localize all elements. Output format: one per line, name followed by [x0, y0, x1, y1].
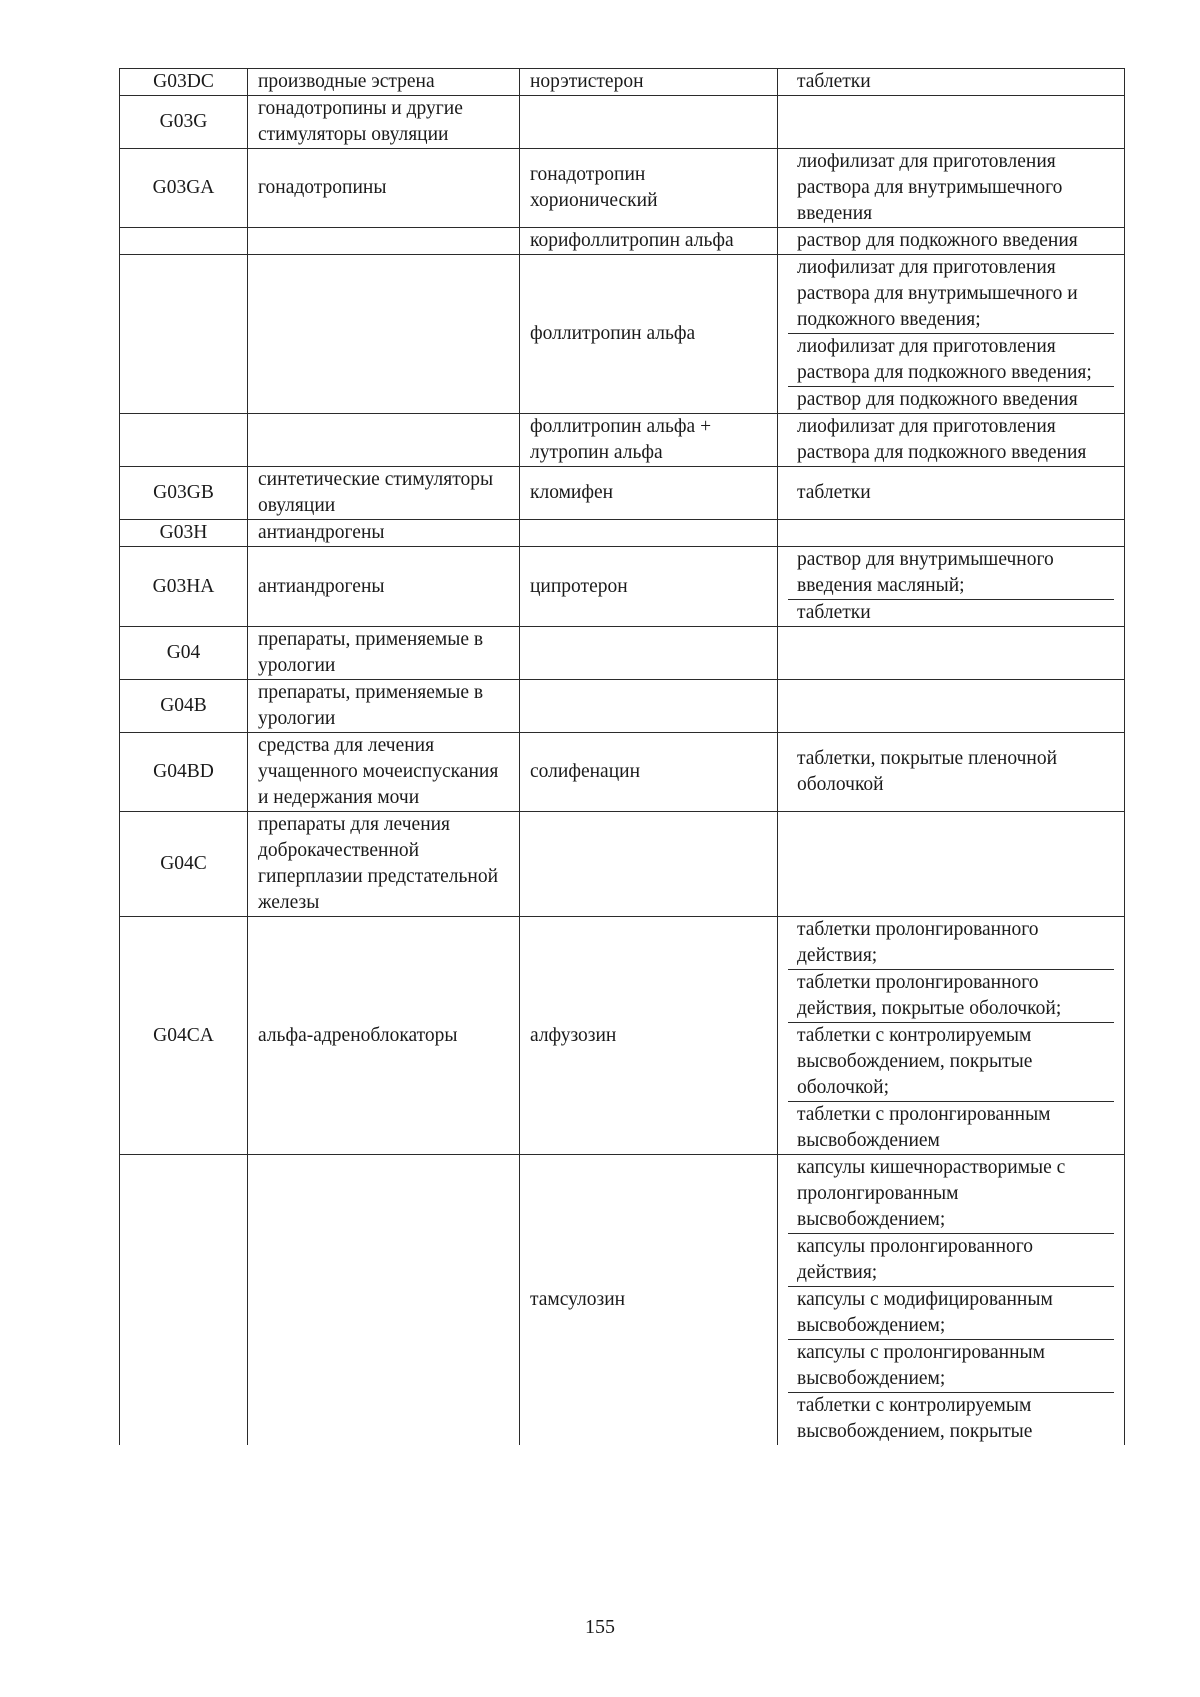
drug-name-cell [520, 520, 778, 547]
drug-name-cell: фоллитропин альфа [520, 255, 778, 414]
dosage-forms-cell [778, 733, 1125, 812]
anatomical-therapeutic-group-cell: препараты, применяемые в урологии [248, 627, 520, 680]
dosage-forms-cell [778, 255, 1125, 414]
dosage-forms-list [788, 255, 1114, 413]
dosage-form-entry: капсулы с модифицированным высвобождением; [788, 1286, 1114, 1339]
dosage-forms-list [788, 149, 1114, 227]
drug-name-cell: солифенацин [520, 733, 778, 812]
anatomical-therapeutic-group-cell: альфа-адреноблокаторы [248, 917, 520, 1155]
atc-code-cell: G03GA [120, 149, 248, 228]
atc-code-cell [120, 1155, 248, 1446]
dosage-forms-cell [778, 627, 1125, 680]
dosage-form-entry: лиофилизат для приготовления раствора для подкожного введения [797, 416, 1087, 463]
dosage-forms-list [788, 1155, 1114, 1445]
anatomical-therapeutic-group-cell: средства для лечения учащенного мочеиспускания и недержания мочи [248, 733, 520, 812]
anatomical-therapeutic-group-cell: препараты, применяемые в урологии [248, 680, 520, 733]
drug-name-cell: алфузозин [520, 917, 778, 1155]
dosage-form-entry: раствор для внутримышечного введения масляный; [797, 549, 1054, 596]
anatomical-therapeutic-group-cell: синтетические стимуляторы овуляции [248, 467, 520, 520]
drug-name-cell: ципротерон [520, 547, 778, 627]
table-row [120, 255, 1125, 414]
drug-name-cell: гонадотропин хорионический [520, 149, 778, 228]
dosage-form-entry: таблетки пролонгированного действия, покрытые оболочкой; [788, 969, 1114, 1022]
dosage-form-entry: таблетки с контролируемым высвобождением, покрытые [788, 1392, 1114, 1445]
dosage-form-entry: капсулы с пролонгированным высвобождением; [788, 1339, 1114, 1392]
page-number: 155 [585, 1616, 615, 1638]
table-row [120, 1155, 1125, 1446]
dosage-form-entry: лиофилизат для приготовления раствора для внутримышечного и подкожного введения; [797, 257, 1078, 330]
dosage-forms-cell [778, 96, 1125, 149]
table-row [120, 733, 1125, 812]
drug-name-cell: кломифен [520, 467, 778, 520]
drug-name-cell: тамсулозин [520, 1155, 778, 1446]
dosage-forms-list [788, 228, 1114, 254]
dosage-forms-list [788, 69, 1114, 95]
table-row [120, 467, 1125, 520]
anatomical-therapeutic-group-cell [248, 1155, 520, 1446]
dosage-form-entry: таблетки [797, 482, 871, 503]
dosage-forms-cell [778, 547, 1125, 627]
dosage-form-entry: раствор для подкожного введения [797, 230, 1078, 251]
dosage-form-entry: капсулы кишечнорастворимые с пролонгированным высвобождением; [797, 1157, 1066, 1230]
dosage-form-entry: таблетки пролонгированного действия; [797, 919, 1039, 966]
dosage-form-entry: таблетки [797, 71, 871, 92]
atc-code-cell: G03H [120, 520, 248, 547]
dosage-forms-cell [778, 680, 1125, 733]
anatomical-therapeutic-group-cell [248, 255, 520, 414]
dosage-forms-list [788, 917, 1114, 1154]
dosage-forms-list [788, 547, 1114, 626]
atc-code-cell: G04B [120, 680, 248, 733]
dosage-forms-cell [778, 149, 1125, 228]
dosage-forms-cell [778, 520, 1125, 547]
table-row [120, 414, 1125, 467]
drug-name-cell: корифоллитропин альфа [520, 228, 778, 255]
dosage-forms-cell [778, 228, 1125, 255]
table-row [120, 69, 1125, 96]
table-row [120, 917, 1125, 1155]
anatomical-therapeutic-group-cell: препараты для лечения доброкачественной гиперплазии предстательной железы [248, 812, 520, 917]
atc-code-cell [120, 228, 248, 255]
dosage-forms-list [788, 414, 1114, 466]
table-body [120, 69, 1125, 1446]
drug-name-cell [520, 627, 778, 680]
dosage-forms-cell [778, 467, 1125, 520]
atc-code-cell: G03DC [120, 69, 248, 96]
dosage-forms-cell [778, 917, 1125, 1155]
dosage-form-entry: раствор для подкожного введения [788, 386, 1114, 413]
atc-code-cell: G04BD [120, 733, 248, 812]
table-row [120, 680, 1125, 733]
dosage-forms-list [788, 480, 1114, 506]
dosage-forms-cell [778, 812, 1125, 917]
atc-code-cell: G03G [120, 96, 248, 149]
atc-code-cell: G03GB [120, 467, 248, 520]
table-row [120, 812, 1125, 917]
dosage-forms-list [788, 746, 1114, 798]
anatomical-therapeutic-group-cell: антиандрогены [248, 520, 520, 547]
anatomical-therapeutic-group-cell: производные эстрена [248, 69, 520, 96]
drug-name-cell [520, 812, 778, 917]
atc-code-cell: G04 [120, 627, 248, 680]
atc-code-cell: G04CA [120, 917, 248, 1155]
dosage-form-entry: капсулы пролонгированного действия; [788, 1233, 1114, 1286]
anatomical-therapeutic-group-cell [248, 228, 520, 255]
dosage-form-entry: таблетки [788, 599, 1114, 626]
table-row [120, 96, 1125, 149]
drug-name-cell [520, 96, 778, 149]
dosage-forms-cell [778, 414, 1125, 467]
dosage-form-entry: лиофилизат для приготовления раствора для подкожного введения; [788, 333, 1114, 386]
dosage-forms-cell [778, 69, 1125, 96]
table-row [120, 547, 1125, 627]
drug-name-cell [520, 680, 778, 733]
table-row [120, 149, 1125, 228]
anatomical-therapeutic-group-cell: антиандрогены [248, 547, 520, 627]
dosage-forms-cell [778, 1155, 1125, 1446]
anatomical-therapeutic-group-cell: гонадотропины [248, 149, 520, 228]
dosage-form-entry: таблетки, покрытые пленочной оболочкой [797, 748, 1058, 795]
dosage-form-entry: таблетки с контролируемым высвобождением, покрытые оболочкой; [788, 1022, 1114, 1101]
drug-name-cell: фоллитропин альфа + лутропин альфа [520, 414, 778, 467]
dosage-form-entry: лиофилизат для приготовления раствора для внутримышечного введения [797, 151, 1063, 224]
atc-code-cell: G03HA [120, 547, 248, 627]
atc-code-cell [120, 255, 248, 414]
atc-code-cell [120, 414, 248, 467]
drug-name-cell: норэтистерон [520, 69, 778, 96]
atc-code-cell: G04C [120, 812, 248, 917]
dosage-form-entry: таблетки с пролонгированным высвобождением [788, 1101, 1114, 1154]
table-row [120, 228, 1125, 255]
anatomical-therapeutic-group-cell [248, 414, 520, 467]
table-row [120, 520, 1125, 547]
drug-classification-table [119, 68, 1125, 1445]
table-row [120, 627, 1125, 680]
anatomical-therapeutic-group-cell: гонадотропины и другие стимуляторы овуляции [248, 96, 520, 149]
